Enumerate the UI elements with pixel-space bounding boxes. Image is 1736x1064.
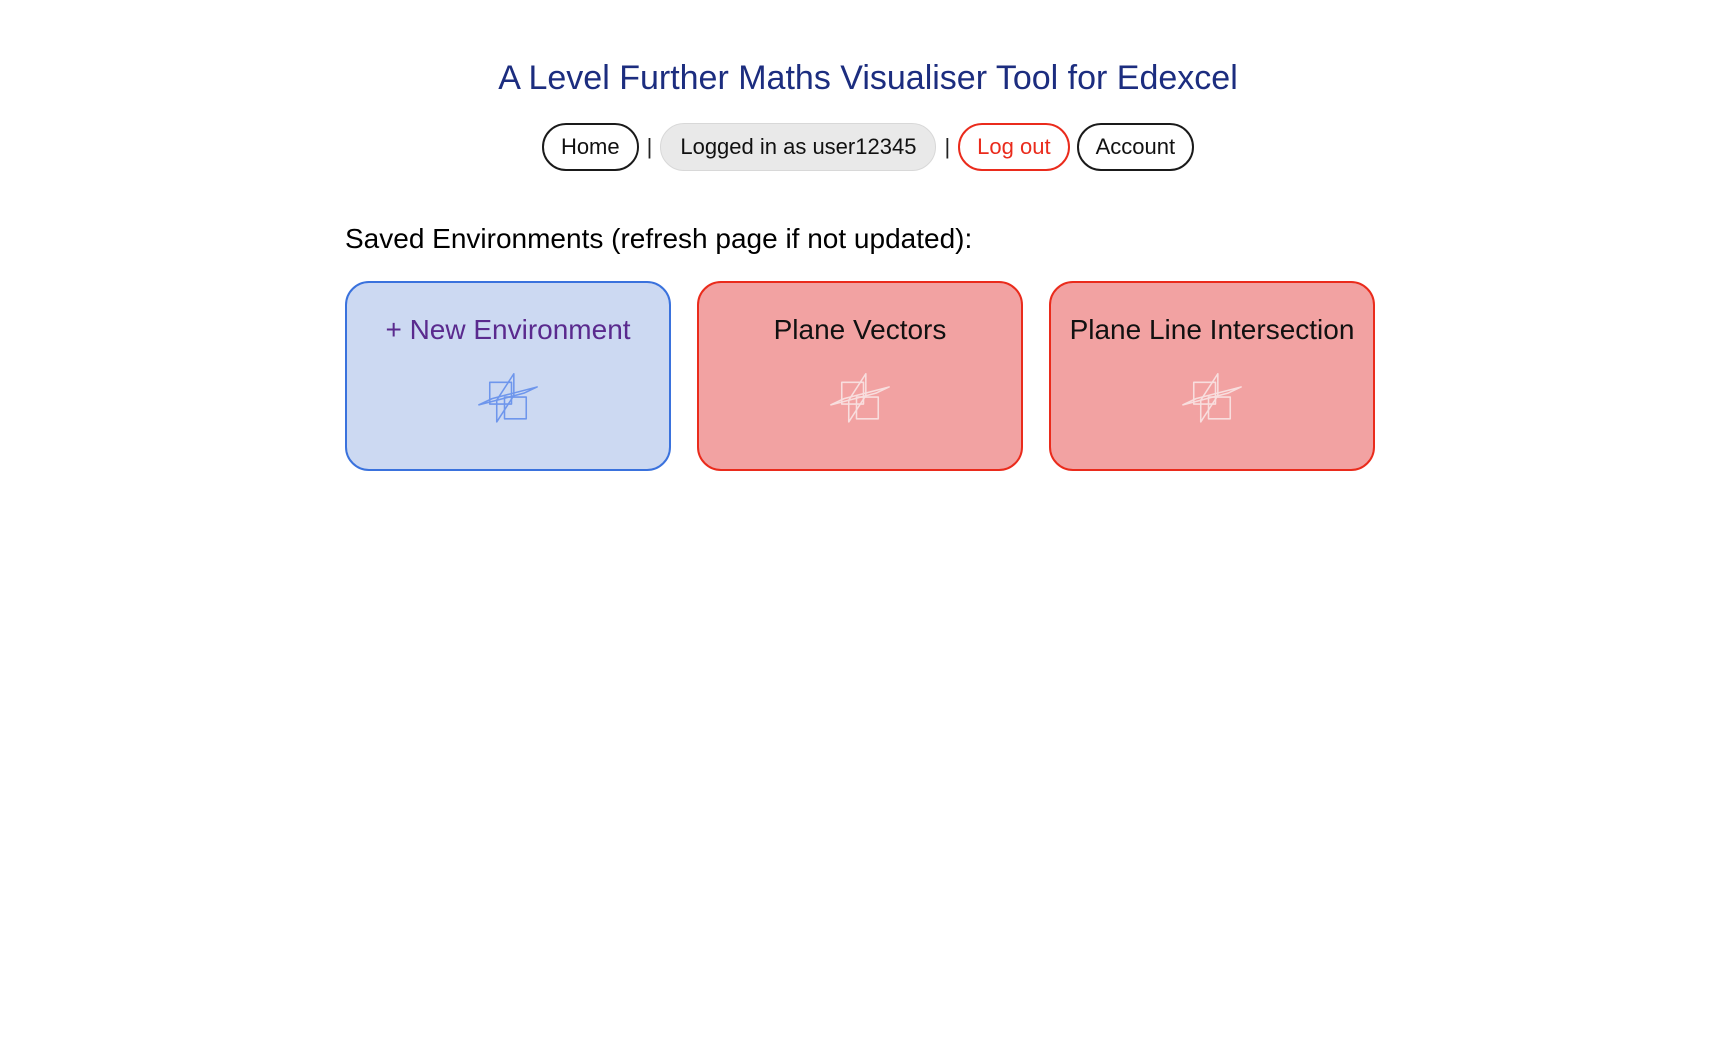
page-header <box>0 0 1736 171</box>
environment-card-plane-vectors[interactable] <box>697 281 1023 471</box>
geometry-planes-icon <box>1179 366 1245 432</box>
environment-card-plane-line-intersection[interactable] <box>1049 281 1375 471</box>
logged-in-badge: Logged in as user12345 <box>660 123 936 171</box>
logout-button[interactable]: Log out <box>958 123 1069 171</box>
card-label: Plane Vectors <box>773 314 947 346</box>
account-button[interactable]: Account <box>1077 123 1195 171</box>
card-label: + New Environment <box>385 314 631 346</box>
main-content <box>345 222 1385 472</box>
home-button[interactable]: Home <box>542 123 639 171</box>
geometry-planes-icon <box>475 366 541 432</box>
nav-bar <box>0 123 1736 171</box>
environment-card-list <box>345 281 1385 471</box>
nav-separator: | <box>944 133 951 159</box>
nav-separator: | <box>646 133 653 159</box>
saved-environments-heading: Saved Environments (refresh page if not updated): <box>345 222 973 254</box>
new-environment-card[interactable] <box>345 281 671 471</box>
page-title: A Level Further Maths Visualiser Tool for Edexcel <box>498 59 1238 97</box>
geometry-planes-icon <box>827 366 893 432</box>
card-label: Plane Line Intersection <box>1069 314 1355 346</box>
